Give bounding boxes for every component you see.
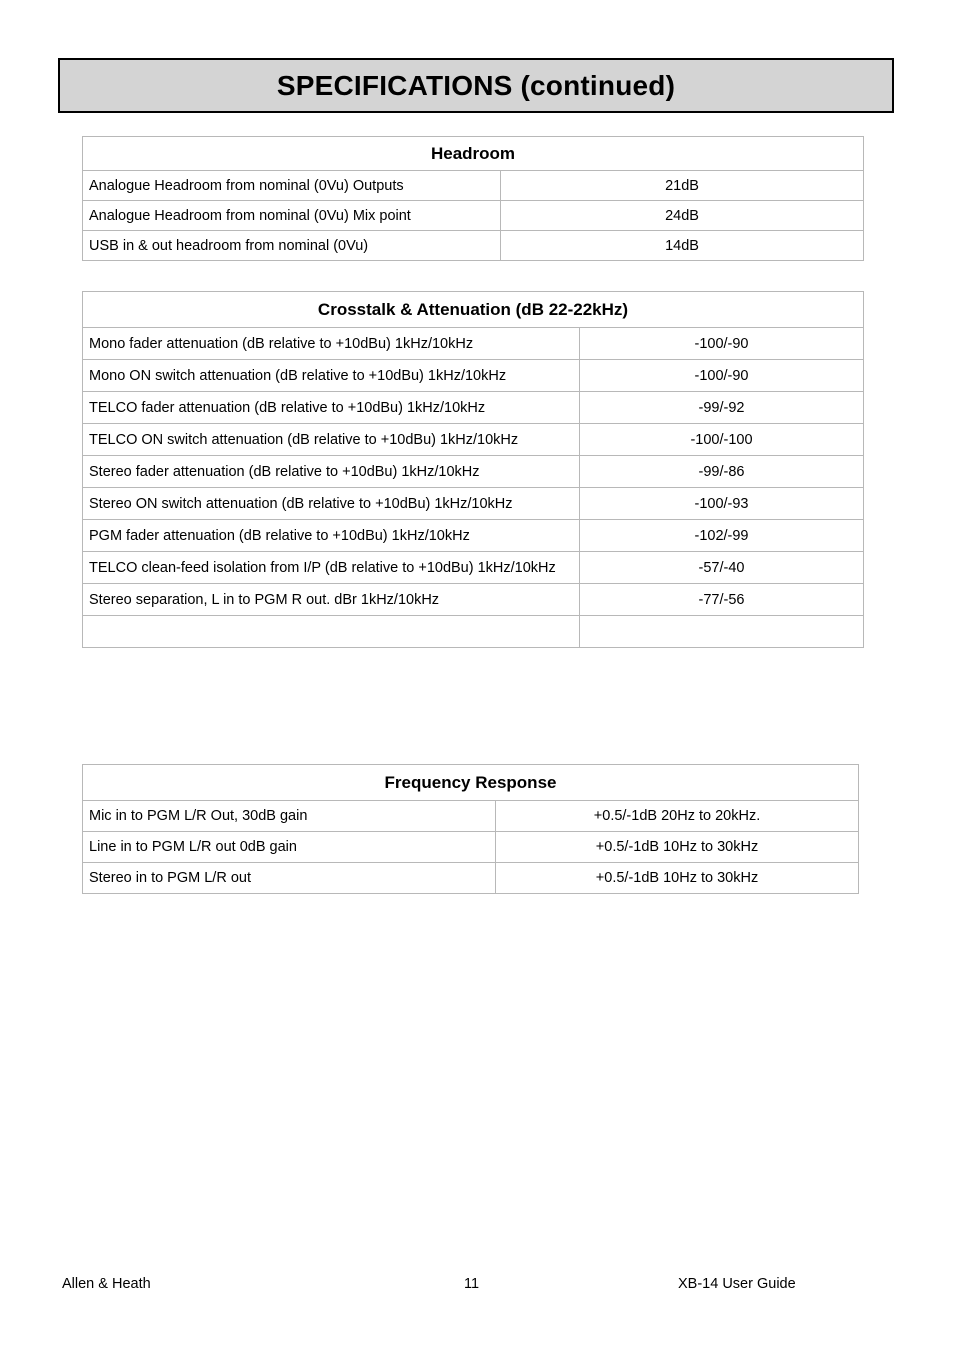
table-row xyxy=(83,552,864,584)
table-row xyxy=(83,863,859,894)
spec-value: -102/-99 xyxy=(580,520,864,552)
table-row xyxy=(83,832,859,863)
spec-label: Mono fader attenuation (dB relative to +10dBu) 1kHz/10kHz xyxy=(83,328,580,360)
crosstalk-table xyxy=(82,291,864,648)
spec-label: TELCO fader attenuation (dB relative to +10dBu) 1kHz/10kHz xyxy=(83,392,580,424)
spec-label: Mic in to PGM L/R Out, 30dB gain xyxy=(83,801,496,832)
spec-value: 21dB xyxy=(501,171,864,201)
spec-value: +0.5/-1dB 20Hz to 20kHz. xyxy=(496,801,859,832)
table-row xyxy=(83,488,864,520)
spec-label xyxy=(83,616,580,648)
frequency-response-table xyxy=(82,764,859,894)
spec-label: TELCO ON switch attenuation (dB relative to +10dBu) 1kHz/10kHz xyxy=(83,424,580,456)
table-row xyxy=(83,801,859,832)
spec-value: -77/-56 xyxy=(580,584,864,616)
table-row xyxy=(83,392,864,424)
table-row xyxy=(83,520,864,552)
footer-document-title: XB-14 User Guide xyxy=(678,1276,796,1292)
page-title: SPECIFICATIONS (continued) xyxy=(276,69,676,101)
footer-company: Allen & Heath xyxy=(62,1276,151,1292)
spec-value: 14dB xyxy=(501,231,864,261)
spec-value: 24dB xyxy=(501,201,864,231)
spec-value: -100/-93 xyxy=(580,488,864,520)
spec-value: +0.5/-1dB 10Hz to 30kHz xyxy=(496,863,859,894)
table-row xyxy=(83,328,864,360)
spec-value: -99/-86 xyxy=(580,456,864,488)
crosstalk-heading: Crosstalk & Attenuation (dB 22-22kHz) xyxy=(83,292,864,328)
headroom-heading: Headroom xyxy=(83,137,864,171)
table-row xyxy=(83,456,864,488)
spec-value: -57/-40 xyxy=(580,552,864,584)
table-row xyxy=(83,171,864,201)
page-title-banner xyxy=(58,58,894,113)
spec-label: Mono ON switch attenuation (dB relative to +10dBu) 1kHz/10kHz xyxy=(83,360,580,392)
headroom-table xyxy=(82,136,864,261)
spec-label: PGM fader attenuation (dB relative to +10dBu) 1kHz/10kHz xyxy=(83,520,580,552)
spec-label: Stereo ON switch attenuation (dB relative to +10dBu) 1kHz/10kHz xyxy=(83,488,580,520)
table-row xyxy=(83,201,864,231)
spec-label: Stereo fader attenuation (dB relative to +10dBu) 1kHz/10kHz xyxy=(83,456,580,488)
spec-label: Line in to PGM L/R out 0dB gain xyxy=(83,832,496,863)
table-row-empty xyxy=(83,616,864,648)
table-row xyxy=(83,231,864,261)
spec-label: Analogue Headroom from nominal (0Vu) Mix point xyxy=(83,201,501,231)
table-row xyxy=(83,360,864,392)
spec-value: -100/-90 xyxy=(580,360,864,392)
spec-value: -100/-100 xyxy=(580,424,864,456)
spec-label: Analogue Headroom from nominal (0Vu) Outputs xyxy=(83,171,501,201)
spec-label: USB in & out headroom from nominal (0Vu) xyxy=(83,231,501,261)
footer-page-number: 11 xyxy=(464,1276,480,1292)
spec-label: TELCO clean-feed isolation from I/P (dB relative to +10dBu) 1kHz/10kHz xyxy=(83,552,580,584)
table-row xyxy=(83,424,864,456)
frequency-response-heading: Frequency Response xyxy=(83,765,859,801)
spec-value: -99/-92 xyxy=(580,392,864,424)
spec-value: +0.5/-1dB 10Hz to 30kHz xyxy=(496,832,859,863)
spec-value xyxy=(580,616,864,648)
spec-value: -100/-90 xyxy=(580,328,864,360)
table-row xyxy=(83,584,864,616)
spec-label: Stereo separation, L in to PGM R out. dBr 1kHz/10kHz xyxy=(83,584,580,616)
spec-label: Stereo in to PGM L/R out xyxy=(83,863,496,894)
